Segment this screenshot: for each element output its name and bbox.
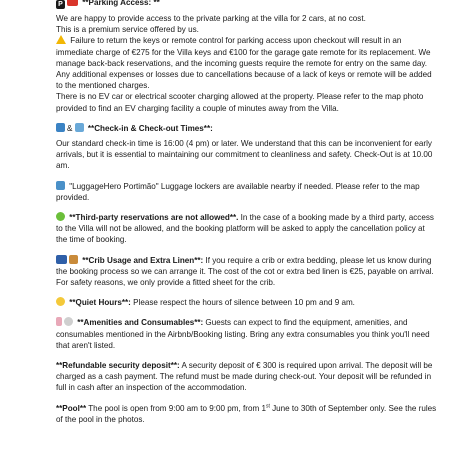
pool-text-a: The pool is open from 9:00 am to 9:00 pm, from 1 [86,403,266,413]
third-party-title: **Third-party reservations are not allowed**. [69,213,239,223]
lotion-bottle-icon [56,317,62,326]
crib-title: **Crib Usage and Extra Linen**: [82,255,204,265]
deposit-text: A security deposit of € 300 is required upon arrival. The deposit will be charged as a cash payment. The refund must be made during check-out. Your deposit will be refunded in full in cash after an inspection of the accommodation. [56,361,433,393]
bag-icon [69,255,78,264]
parking-title: **Parking Access: ** [82,0,160,7]
third-party-text: In the case of a booking made by a third party, access to the Villa will not be allowed, and the booking platform will be asked to apply the cancellation policy at the time of booking. [56,213,434,245]
alien-icon [56,212,65,221]
amenities-text: Guests can expect to find the equipment, amenities, and consumables mentioned in the Airbnb/Booking listing. Bring any extra consumables you think you'll need that aren't listed. [56,318,430,350]
pool-text-b: June to 30th of September only. See the rules of the pool in the photos. [56,403,437,424]
luggage-paragraph [56,181,438,203]
car-icon [67,0,78,6]
parking-paragraph-4: There is no EV car or electrical scooter charging allowed at the property. Please refer to the map photo provided to find an EV charging facility a couple of minutes away from the Villa. [56,92,424,113]
checkin-heading: & **Check-in & Check-out Times**: [56,123,438,134]
parking-warning [56,35,438,91]
amenities-title: **Amenities and Consumables**: [77,318,204,328]
airplane-icon [75,123,84,132]
amenities-paragraph [56,317,438,351]
crib-text: If you require a crib or extra bedding, please let us know during the booking process so we can arrange it. The cost of the cot or extra bed linen is €25, payable on arrival. For safety reasons, we only provide a fitted sheet for the crib. [56,255,434,288]
luggage-text: "LuggageHero Portimão" Luggage lockers are available nearby if needed. Please refer to the map provided. [56,181,420,202]
checkin-title: **Check-in & Check-out Times**: [87,123,213,133]
checkin-paragraph: Our standard check-in time is 16:00 (4 pm) or later. We understand that this can be inconvenient for early arrivals, but it is essential to maintaining our commitment to cleanliness and safety. Check-Out is at 10.00 am. [56,139,433,171]
pool-paragraph [56,403,438,425]
warning-icon [56,35,66,44]
parking-warning-text: Failure to return the keys or remote control for parking access upon checkout will result in an immediate charge of €275 for the Villa keys and €100 for the garage gate remote for its replacement. We manage back-back reservations, and the incoming guests require the remote for entry on the same day. Any additional expenses or losses due to cancellations because of a lack of keys or remote will be added to the mentioned charges. [56,36,432,91]
toilet-roll-icon [64,317,73,326]
pool-sup: st [265,403,270,409]
bathtub-icon [56,123,65,132]
parking-heading [56,0,438,9]
quiet-text: Please respect the hours of silence between 10 pm and 9 am. [130,298,355,308]
parking-paragraph-1: We are happy to provide access to the private parking at the villa for 2 cars, at no cost. [56,14,366,23]
quiet-paragraph [56,297,438,308]
deposit-paragraph [56,360,438,394]
crib-paragraph [56,255,438,289]
parking-sign-icon: P [56,0,65,9]
deposit-title: **Refundable security deposit**: [56,361,180,371]
quiet-title: **Quiet Hours**: [69,298,131,308]
bed-icon [56,255,67,264]
parking-paragraph-2: This is a premium service offered by us. [56,25,199,35]
pool-title: **Pool** [56,403,87,413]
sleeping-face-icon [56,297,65,306]
locker-icon [56,181,65,190]
third-party-paragraph [56,212,438,246]
